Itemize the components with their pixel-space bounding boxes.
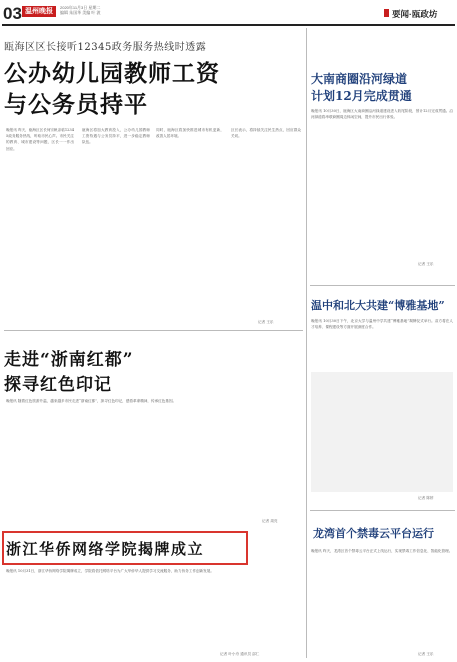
middle-article-body: 晚报讯 随着红色旅游升温，越来越多市民走进“浙南红都”，探寻红色印记，感悟革命精神，传承红色基因。: [6, 399, 177, 403]
right3-body: 晚报讯 昨天，龙湾区首个禁毒云平台正式上线运行，实现禁毒工作信息化、智能化管理。: [311, 549, 453, 553]
editor-text: 编辑 朱国华 美编 叶 波: [60, 10, 101, 15]
page-number: 03: [3, 4, 22, 23]
lead-signoff: 记者 王乐: [258, 320, 274, 324]
right1-signoff: 记者 王乐: [418, 262, 434, 266]
middle-signoff: 记者 周亮: [262, 519, 278, 523]
bottom-signoff: 记者 叶小舟 通讯员 邵仁: [220, 652, 260, 656]
right1-bottom-rule: [310, 285, 455, 286]
date-text: 2020年11月3日 星期二: [60, 5, 101, 10]
column-divider: [306, 28, 307, 658]
middle-headline-line1: 走进“浙南红都”: [4, 350, 134, 370]
date-line: [60, 5, 100, 15]
right2-headline: 温中和北大共建“博雅基地”: [311, 299, 445, 312]
lead-column-1: 晚报讯 昨天，瓯海区区长何宗帆亲临12345政务服务热线，听取市民心声。市民关注的教育、城市建设等问题，区长一一作出回应。: [6, 128, 74, 151]
section-title: 要闻·瓯政坊: [392, 9, 438, 19]
right3-signoff: 记者 王乐: [418, 652, 434, 656]
lead-column-4: 区长表示，将持续关注民生热点，回应群众关切。: [231, 128, 301, 139]
lead-headline-line2: 与公务员持平: [4, 91, 148, 118]
newspaper-logo: 温州晚报: [22, 6, 56, 17]
right1-headline-line2: 计划12月完成贯通: [311, 89, 412, 103]
middle-headline-line2: 探寻红色印记: [4, 375, 112, 395]
right1-headline-line1: 大南商圈沿河绿道: [311, 72, 408, 86]
masthead-rule: [2, 24, 455, 26]
lead-bottom-rule: [4, 330, 303, 331]
lead-kicker: 瓯海区区长接听12345政务服务热线时透露: [4, 42, 207, 53]
bottom-article-body: 晚报讯 10月31日，浙江华侨网络学院揭牌成立，学院将依托网络平台为广大华侨华人提供学习交流服务，助力侨务工作创新发展。: [6, 569, 214, 573]
bottom-headline: 浙江华侨网络学院揭牌成立: [6, 540, 205, 558]
right2-signoff: 记者 陈婷: [418, 496, 434, 500]
lead-headline-line1: 公办幼儿园教师工资: [4, 60, 220, 87]
lead-column-3: 同时，瓯海区将加快推进城市有机更新，改善人居环境。: [156, 128, 224, 139]
section-marker: [384, 9, 389, 17]
lead-column-2: 瓯海区将加大教育投入，公办幼儿园教师工资待遇与公务员持平，进一步稳定教师队伍。: [82, 128, 150, 145]
right2-bottom-rule: [310, 510, 455, 511]
right1-body: 晚报讯 10月30日，瓯海区大南商圈沿河绿道建设进入收尾阶段，预计12月完成贯通。沿河绿道将串联商圈周边休闲空间，提升市民出行体验。: [311, 109, 453, 120]
right3-headline: 龙湾首个禁毒云平台运行: [313, 527, 434, 540]
right2-body: 晚报讯 10月30日下午，北京大学与温州中学共建“博雅基地”揭牌仪式举行。双方将在人才培养、课程建设等方面开展深度合作。: [311, 319, 453, 330]
news-photo: [311, 372, 453, 492]
